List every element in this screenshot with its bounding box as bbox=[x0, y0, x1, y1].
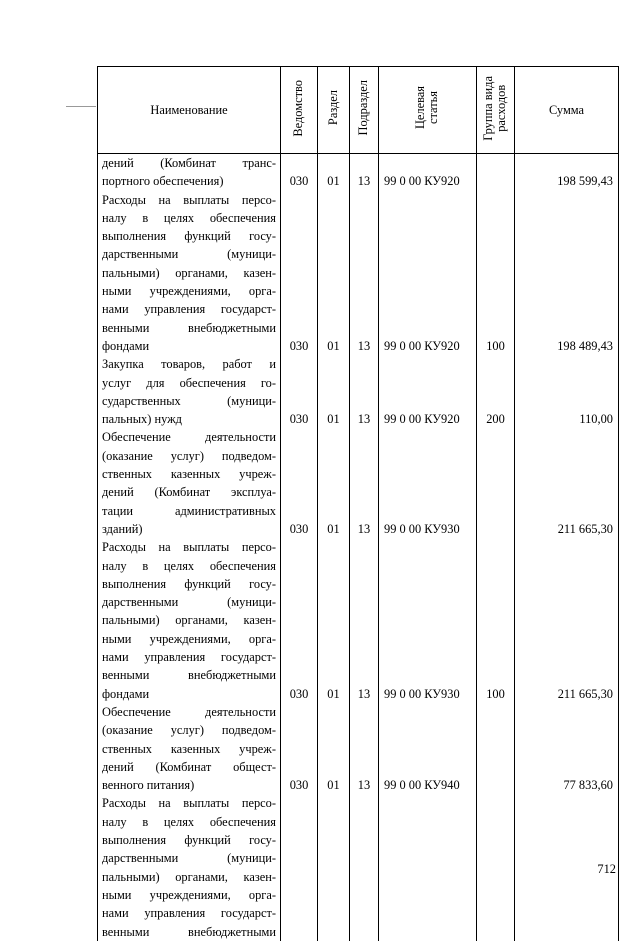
row-section bbox=[318, 154, 350, 191]
row-name-line: дарственными (муници- bbox=[102, 247, 276, 262]
row-amount bbox=[515, 191, 619, 356]
row-name-line: Обеспечение деятельности bbox=[102, 704, 276, 719]
row-target-article bbox=[379, 794, 477, 940]
row-amount bbox=[515, 538, 619, 703]
row-subsection-value: 13 bbox=[357, 338, 371, 353]
row-name-line: Обеспечение деятельности bbox=[102, 430, 276, 445]
row-subsection bbox=[350, 794, 379, 940]
row-name-line: нами управления государст- bbox=[102, 650, 276, 665]
table-row bbox=[98, 154, 619, 191]
row-name-line: Закупка товаров, работ и bbox=[102, 357, 276, 372]
row-name-line: тации административных bbox=[102, 503, 276, 518]
row-department-value: 030 bbox=[289, 338, 309, 353]
row-expense-group bbox=[477, 154, 515, 191]
row-name bbox=[98, 191, 281, 356]
row-amount bbox=[515, 355, 619, 428]
row-name-line: дарственными (муници- bbox=[102, 851, 276, 866]
row-subsection bbox=[350, 355, 379, 428]
row-name-line: зданий) bbox=[102, 521, 143, 536]
row-name-line: пальными) органами, казен- bbox=[102, 265, 276, 280]
row-target-article bbox=[379, 154, 477, 191]
row-subsection-value: 13 bbox=[357, 412, 371, 427]
row-department bbox=[281, 703, 318, 794]
header-section: Раздел bbox=[318, 67, 350, 154]
row-subsection bbox=[350, 703, 379, 794]
row-name-line: Расходы на выплаты персо- bbox=[102, 540, 276, 555]
header-department: Ведомство bbox=[281, 67, 318, 154]
header-name: Наименование bbox=[98, 67, 281, 154]
header-expense-group: Группа вида расходов bbox=[477, 67, 515, 154]
row-expense-group bbox=[477, 703, 515, 794]
row-expense-group-value: 200 bbox=[486, 412, 505, 427]
row-subsection bbox=[350, 154, 379, 191]
row-amount-value: 110,00 bbox=[579, 412, 613, 427]
row-target-article-value: 99 0 00 КУ920 bbox=[384, 412, 460, 427]
row-department-value: 030 bbox=[289, 412, 309, 427]
row-department bbox=[281, 428, 318, 538]
row-name-line: услуг для обеспечения го- bbox=[102, 375, 276, 390]
row-target-article-value: 99 0 00 КУ920 bbox=[384, 338, 460, 353]
row-section-value: 01 bbox=[327, 778, 340, 793]
row-target-article-value: 99 0 00 КУ930 bbox=[384, 521, 460, 536]
row-expense-group bbox=[477, 538, 515, 703]
row-section-value: 01 bbox=[327, 521, 340, 536]
row-name-line: портного обеспечения) bbox=[102, 174, 224, 189]
row-target-article bbox=[379, 355, 477, 428]
row-name-line: венного питания) bbox=[102, 778, 195, 793]
table-body bbox=[98, 154, 619, 941]
row-name-line: венными внебюджетными bbox=[102, 320, 276, 335]
row-name-line: Расходы на выплаты персо- bbox=[102, 192, 276, 207]
row-name-line: ственных казенных учреж- bbox=[102, 467, 276, 482]
row-amount-value: 211 665,30 bbox=[557, 521, 613, 536]
table-row bbox=[98, 538, 619, 703]
row-amount-value: 198 489,43 bbox=[557, 338, 613, 353]
row-name-line: фондами bbox=[102, 686, 150, 701]
row-name-line: венными внебюджетными bbox=[102, 668, 276, 683]
row-department-value: 030 bbox=[289, 686, 309, 701]
row-expense-group-value: 100 bbox=[486, 686, 505, 701]
row-subsection bbox=[350, 191, 379, 356]
row-name bbox=[98, 355, 281, 428]
row-amount bbox=[515, 154, 619, 191]
row-target-article bbox=[379, 538, 477, 703]
row-name-line: налу в целях обеспечения bbox=[102, 558, 276, 573]
row-name-line: налу в целях обеспечения bbox=[102, 814, 276, 829]
row-section bbox=[318, 355, 350, 428]
row-name-line: Расходы на выплаты персо- bbox=[102, 796, 276, 811]
row-target-article-value: 99 0 00 КУ930 bbox=[384, 686, 460, 701]
row-subsection-value: 13 bbox=[357, 521, 371, 536]
row-name bbox=[98, 538, 281, 703]
row-name-line: пальных) нужд bbox=[102, 412, 182, 427]
row-amount-value: 77 833,60 bbox=[563, 778, 613, 793]
row-target-article bbox=[379, 703, 477, 794]
row-department bbox=[281, 355, 318, 428]
row-name bbox=[98, 794, 281, 940]
row-subsection-value: 13 bbox=[357, 686, 371, 701]
row-department bbox=[281, 191, 318, 356]
row-name-line: налу в целях обеспечения bbox=[102, 210, 276, 225]
header-target-article: Целевая статья bbox=[379, 67, 477, 154]
row-amount bbox=[515, 428, 619, 538]
row-name-line: нами управления государст- bbox=[102, 906, 276, 921]
table-row bbox=[98, 191, 619, 356]
row-name-line: фондами bbox=[102, 338, 150, 353]
row-name-line: сударственных (муници- bbox=[102, 393, 276, 408]
row-department-value: 030 bbox=[289, 521, 309, 536]
header-amount: Сумма bbox=[515, 67, 619, 154]
row-amount-value: 198 599,43 bbox=[557, 174, 613, 189]
row-department-value: 030 bbox=[289, 778, 309, 793]
row-subsection-value: 13 bbox=[357, 174, 371, 189]
row-name-line: пальными) органами, казен- bbox=[102, 869, 276, 884]
row-department bbox=[281, 794, 318, 940]
row-amount-value: 211 665,30 bbox=[557, 686, 613, 701]
row-name-line: (оказание услуг) подведом- bbox=[102, 448, 276, 463]
row-section bbox=[318, 538, 350, 703]
row-name bbox=[98, 154, 281, 191]
row-section-value: 01 bbox=[327, 174, 340, 189]
row-name-line: венными внебюджетными bbox=[102, 924, 276, 939]
row-expense-group bbox=[477, 428, 515, 538]
row-name-line: (оказание услуг) подведом- bbox=[102, 723, 276, 738]
row-name-line: ными учреждениями, орга- bbox=[102, 887, 276, 902]
row-expense-group bbox=[477, 794, 515, 940]
row-section bbox=[318, 428, 350, 538]
row-subsection bbox=[350, 538, 379, 703]
row-name-line: дений (Комбинат эксплуа- bbox=[102, 485, 276, 500]
row-name-line: нами управления государст- bbox=[102, 302, 276, 317]
header-subsection: Подраздел bbox=[350, 67, 379, 154]
table-row bbox=[98, 794, 619, 940]
row-name-line: ными учреждениями, орга- bbox=[102, 631, 276, 646]
table-row bbox=[98, 428, 619, 538]
margin-mark bbox=[66, 106, 96, 107]
page-number: 712 bbox=[597, 862, 616, 876]
row-expense-group-value: 100 bbox=[486, 338, 505, 353]
table-header bbox=[98, 67, 619, 154]
row-section-value: 01 bbox=[327, 686, 340, 701]
row-name-line: выполнения функций госу- bbox=[102, 229, 276, 244]
table-row bbox=[98, 703, 619, 794]
row-subsection bbox=[350, 428, 379, 538]
table-row bbox=[98, 355, 619, 428]
budget-table bbox=[97, 66, 619, 941]
row-target-article-value: 99 0 00 КУ940 bbox=[384, 778, 460, 793]
row-section bbox=[318, 703, 350, 794]
row-section-value: 01 bbox=[327, 338, 340, 353]
row-name-line: ственных казенных учреж- bbox=[102, 741, 276, 756]
row-section bbox=[318, 191, 350, 356]
row-name-line: пальными) органами, казен- bbox=[102, 613, 276, 628]
row-section-value: 01 bbox=[327, 412, 340, 427]
row-name-line: ными учреждениями, орга- bbox=[102, 284, 276, 299]
row-department-value: 030 bbox=[289, 174, 309, 189]
row-name bbox=[98, 428, 281, 538]
row-target-article bbox=[379, 191, 477, 356]
row-expense-group bbox=[477, 191, 515, 356]
row-name bbox=[98, 703, 281, 794]
row-name-line: дений (Комбинат общест- bbox=[102, 759, 276, 774]
row-target-article-value: 99 0 00 КУ920 bbox=[384, 174, 460, 189]
row-name-line: выполнения функций госу- bbox=[102, 576, 276, 591]
row-department bbox=[281, 538, 318, 703]
row-amount bbox=[515, 703, 619, 794]
row-name-line: дений (Комбинат транс- bbox=[102, 156, 276, 170]
row-target-article bbox=[379, 428, 477, 538]
row-expense-group bbox=[477, 355, 515, 428]
row-subsection-value: 13 bbox=[357, 778, 371, 793]
row-name-line: выполнения функций госу- bbox=[102, 833, 276, 848]
row-name-line: дарственными (муници- bbox=[102, 595, 276, 610]
row-department bbox=[281, 154, 318, 191]
row-section bbox=[318, 794, 350, 940]
